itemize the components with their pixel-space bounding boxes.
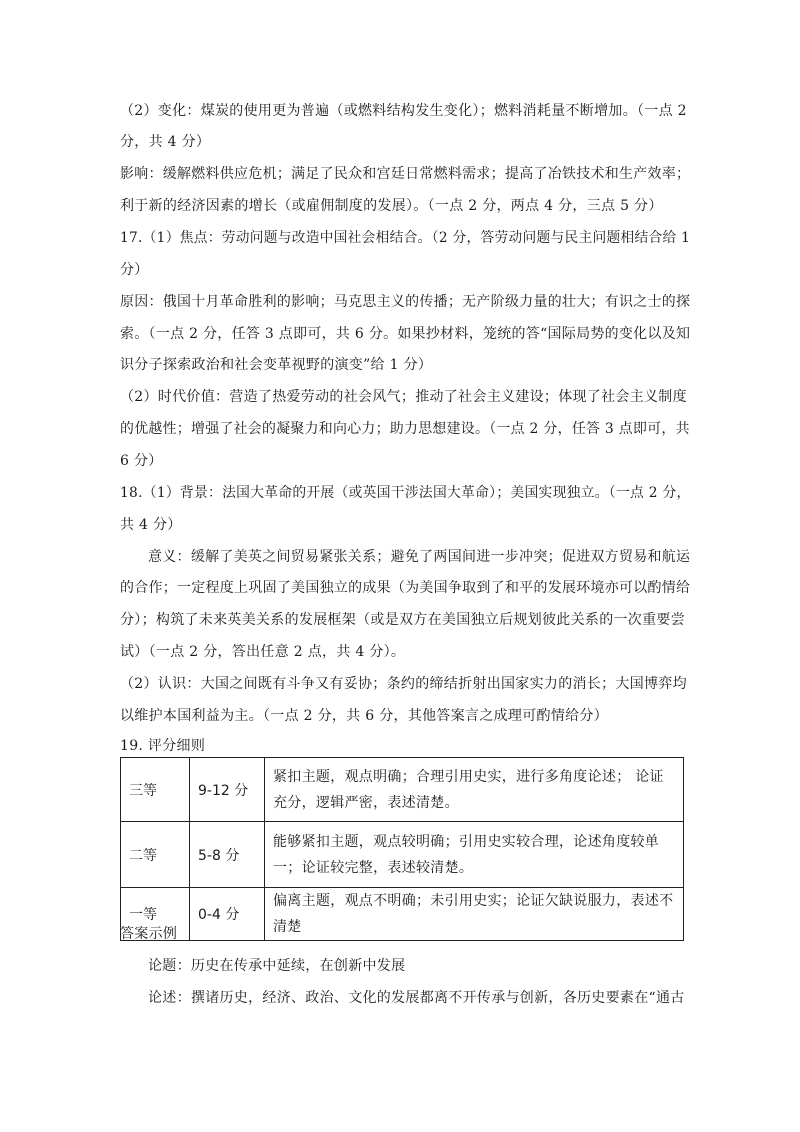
criteria-cell: 紧扣主题，观点明确；合理引用史实，进行多角度论述； 论证充分，逻辑严密，表述清楚。 xyxy=(265,758,684,822)
q17-1-focus-line1: 17.（1）焦点：劳动问题与改造中国社会相结合。（2 分，答劳动问题与民主问题相结合给 1 xyxy=(120,230,691,246)
q17-1-reason-line1: 原因：俄国十月革命胜利的影响；马克思主义的传播；无产阶级力量的壮大；有识之士的探 xyxy=(120,294,691,310)
table-row xyxy=(121,888,684,941)
scoring-rubric-table xyxy=(120,757,684,941)
score-cell: 5-8 分 xyxy=(190,822,265,888)
q18-1-background-line2: 共 4 分） xyxy=(120,517,182,533)
q18-1-background-line1: 18.（1）背景：法国大革命的开展（或英国干涉法国大革命）；美国实现独立。（一点 2 分， xyxy=(120,485,691,501)
table-row xyxy=(121,758,684,822)
q16-2-impact-line1: 影响：缓解燃料供应危机；满足了民众和宫廷日常燃料需求；提高了冶铁技术和生产效率； xyxy=(120,166,691,182)
criteria-cell: 能够紧扣主题，观点较明确；引用史实较合理，论述角度较单一；论证较完整，表述较清楚。 xyxy=(265,822,684,888)
table-row xyxy=(121,822,684,888)
grade-cell: 一等 xyxy=(121,888,190,941)
q16-2-impact-line2: 利于新的经济因素的增长（或雇佣制度的发展）。（一点 2 分，两点 4 分，三点 5 分） xyxy=(120,198,663,214)
grade-cell: 二等 xyxy=(121,822,190,888)
q18-2-view-line2: 以维护本国利益为主。（一点 2 分，共 6 分，其他答案言之成理可酌情给分） xyxy=(120,708,609,724)
q18-1-meaning-line2: 的合作；一定程度上巩固了美国独立的成果（为美国争取到了和平的发展环境亦可以酌情给 xyxy=(120,580,691,596)
q18-1-meaning-line1: 意义：缓解了美英之间贸易紧张关系；避免了两国间进一步冲突；促进双方贸易和航运 xyxy=(148,549,691,565)
q18-2-view-line1: （2）认识：大国之间既有斗争又有妥协；条约的缔结折射出国家实力的消长；大国博弈均 xyxy=(120,676,687,692)
q17-1-reason-line3: 识分子探索政治和社会变革视野的演变”给 1 分） xyxy=(120,357,433,373)
q17-1-focus-line2: 分） xyxy=(120,262,149,278)
grade-cell: 三等 xyxy=(121,758,190,822)
criteria-cell: 偏离主题，观点不明确；未引用史实；论证欠缺说服力，表述不清楚 xyxy=(265,888,684,941)
thesis-line: 论题：历史在传承中延续，在创新中发展 xyxy=(148,958,406,974)
q16-2-change-line1: （2）变化：煤炭的使用更为普遍（或燃料结构发生变化）；燃料消耗量不断增加。（一点 2 xyxy=(120,103,687,119)
answer-example-heading: 答案示例 xyxy=(120,926,178,942)
q17-1-reason-line2: 索。（一点 2 分，任答 3 点即可，共 6 分。如果抄材料，笼统的答“国际局势的变化以及知 xyxy=(120,326,691,342)
score-cell: 0-4 分 xyxy=(190,888,265,941)
q18-1-meaning-line3: 分）；构筑了未来英美关系的发展框架（或是双方在美国独立后规划彼此关系的一次重要尝 xyxy=(120,612,685,628)
q17-2-value-line1: （2）时代价值：营造了热爱劳动的社会风气；推动了社会主义建设；体现了社会主义制度 xyxy=(120,389,687,405)
q17-2-value-line2: 的优越性；增强了社会的凝聚力和向心力；助力思想建设。（一点 2 分，任答 3 点即可，共 xyxy=(120,421,690,437)
score-cell: 9-12 分 xyxy=(190,758,265,822)
q17-2-value-line3: 6 分） xyxy=(120,453,163,469)
q16-2-change-line2: 分，共 4 分） xyxy=(120,134,211,150)
q19-heading: 19. 评分细则 xyxy=(120,738,206,754)
argument-line: 论述：撰诸历史，经济、政治、文化的发展都离不开传承与创新，各历史要素在“通古 xyxy=(148,990,685,1006)
q18-1-meaning-line4: 试）（一点 2 分，答出任意 2 点，共 4 分）。 xyxy=(120,644,406,660)
